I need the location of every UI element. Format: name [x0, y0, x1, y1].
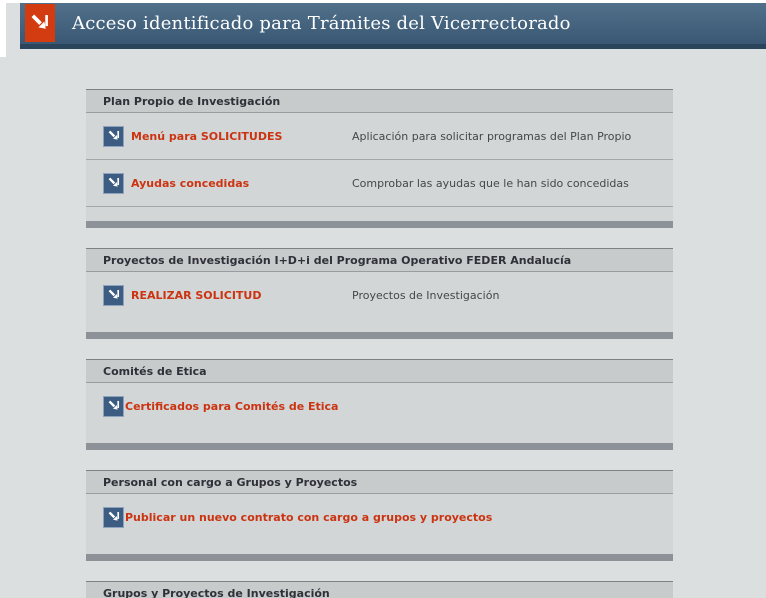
page-title: Acceso identificado para Trámites del Vicerrectorado — [72, 13, 571, 34]
menu-row — [86, 272, 673, 318]
header-bar — [20, 3, 766, 49]
arrow-corner-icon — [107, 288, 121, 302]
arrow-corner-icon — [29, 12, 51, 34]
section-body — [86, 494, 673, 554]
link-publicar-un-nuevo-contrato[interactable]: Publicar un nuevo contrato con cargo a grupos y proyectos — [125, 510, 493, 524]
section-proyectos-de-investigacion-idi — [86, 248, 673, 339]
section-title: Grupos y Proyectos de Investigación — [86, 582, 673, 598]
section-title: Personal con cargo a Grupos y Proyectos — [86, 471, 673, 494]
menu-row — [86, 113, 673, 160]
section-footer-bar — [86, 554, 673, 561]
section-footer-bar — [86, 221, 673, 228]
menu-item-description: Aplicación para solicitar programas del Plan Propio — [352, 129, 632, 143]
arrow-corner-icon[interactable] — [103, 507, 124, 528]
arrow-corner-icon — [107, 176, 121, 190]
section-filler — [86, 207, 673, 221]
section-body — [86, 383, 673, 443]
section-filler — [86, 429, 673, 443]
arrow-corner-icon[interactable] — [103, 173, 124, 194]
menu-item-description: Comprobar las ayudas que le han sido concedidas — [352, 176, 629, 190]
section-title: Proyectos de Investigación I+D+i del Programa Operativo FEDER Andalucía — [86, 249, 673, 272]
section-footer-bar — [86, 443, 673, 450]
section-title: Plan Propio de Investigación — [86, 90, 673, 113]
acceso-identificado-logo[interactable] — [25, 4, 55, 42]
left-margin — [0, 0, 6, 57]
menu-row — [86, 494, 673, 540]
section-grupos-y-proyectos-de — [86, 581, 673, 598]
section-plan-propio-de-investigacion — [86, 89, 673, 228]
menu-item-description: Proyectos de Investigación — [352, 288, 500, 302]
section-personal-con-cargo-a — [86, 470, 673, 561]
arrow-corner-icon[interactable] — [103, 126, 124, 147]
section-body — [86, 272, 673, 332]
link-realizar-solicitud[interactable]: REALIZAR SOLICITUD — [131, 288, 262, 302]
section-comites-de-etica — [86, 359, 673, 450]
arrow-corner-icon — [107, 129, 121, 143]
section-title: Comités de Etica — [86, 360, 673, 383]
section-filler — [86, 540, 673, 554]
menu-row — [86, 160, 673, 207]
section-body — [86, 113, 673, 221]
section-footer-bar — [86, 332, 673, 339]
sections-list — [86, 89, 673, 598]
arrow-corner-icon[interactable] — [103, 396, 124, 417]
arrow-corner-icon — [107, 510, 121, 524]
section-filler — [86, 318, 673, 332]
arrow-corner-icon[interactable] — [103, 285, 124, 306]
link-menu-para-solicitudes[interactable]: Menú para SOLICITUDES — [131, 129, 283, 143]
menu-row — [86, 383, 673, 429]
link-certificados-para-comites-de[interactable]: Certificados para Comités de Etica — [125, 399, 339, 413]
link-ayudas-concedidas[interactable]: Ayudas concedidas — [131, 176, 250, 190]
arrow-corner-icon — [107, 399, 121, 413]
